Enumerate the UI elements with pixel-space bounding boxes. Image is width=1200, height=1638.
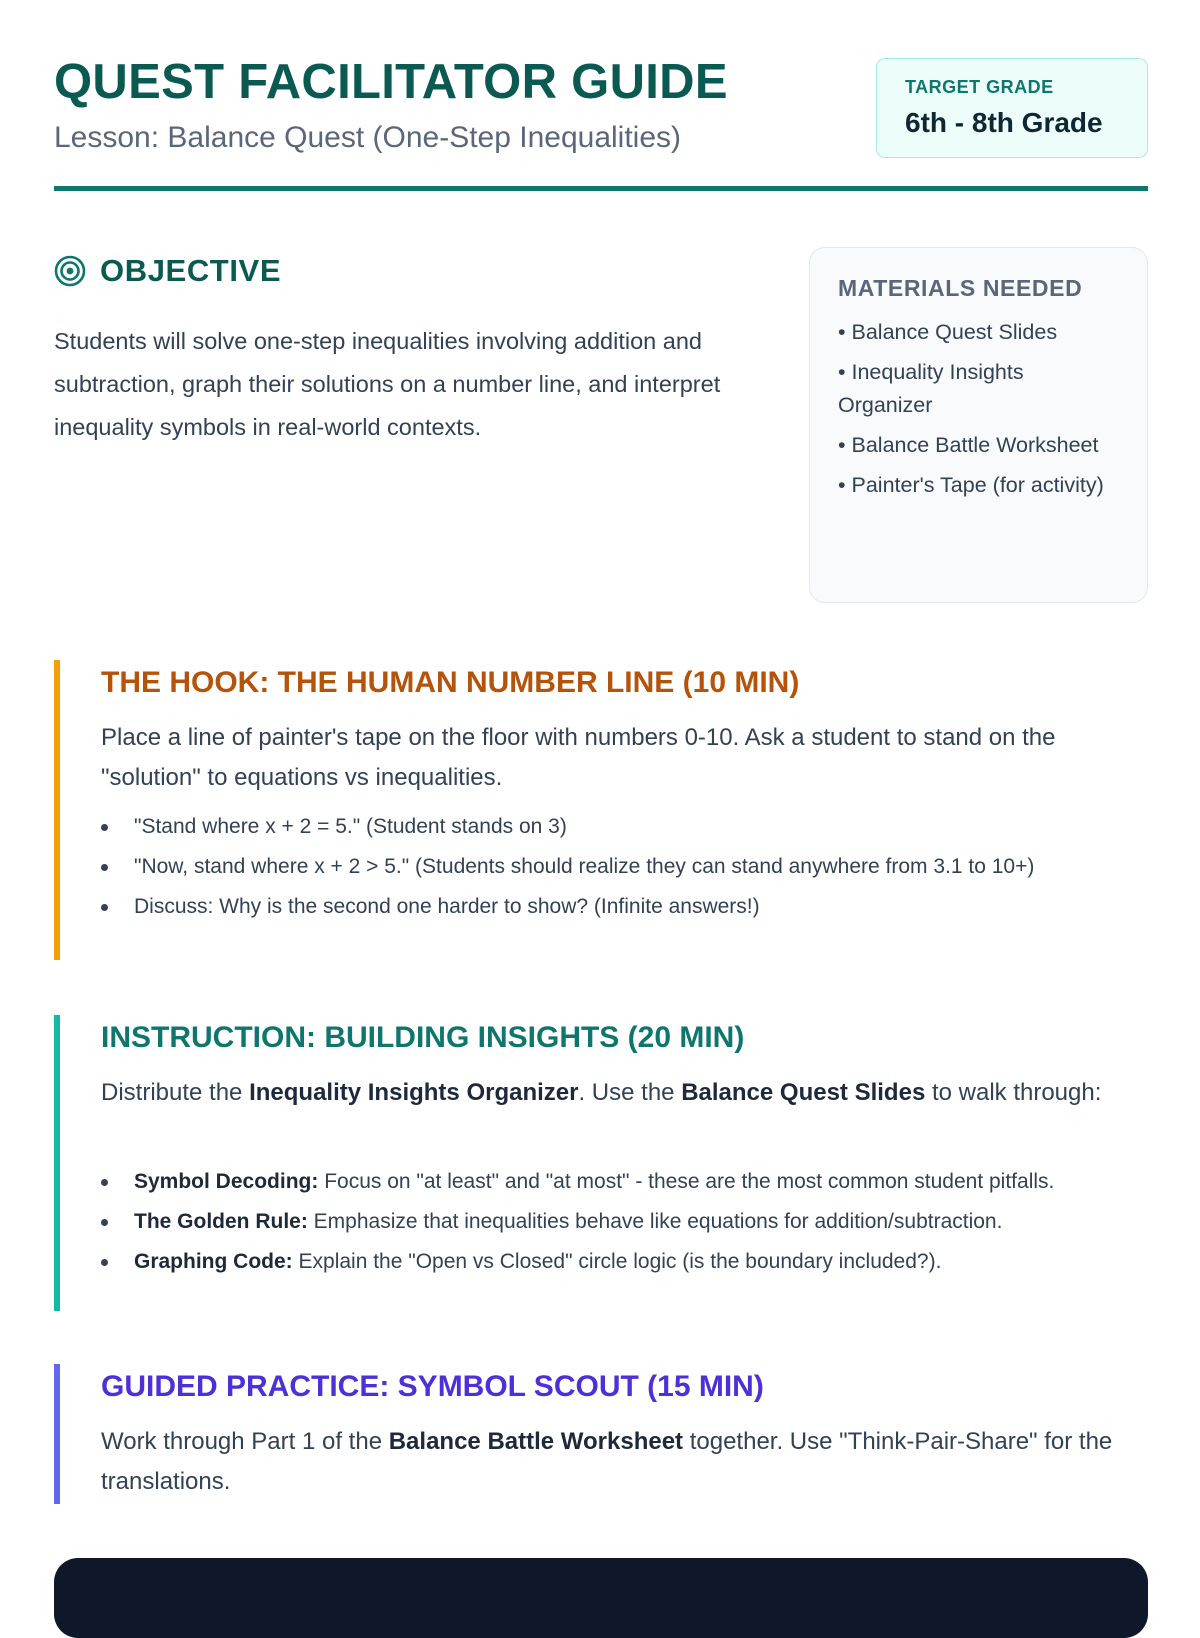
materials-list [838, 316, 1121, 502]
instruction-body-emphasis: Inequality Insights Organizer [249, 1079, 579, 1106]
materials-item: • Balance Battle Worksheet [838, 433, 1099, 457]
list-item-label: The Golden Rule: [134, 1210, 308, 1233]
list-item: Discuss: Why is the second one harder to show? (Infinite answers!) [101, 890, 1148, 923]
materials-card [809, 247, 1148, 603]
list-item: "Stand where x + 2 = 5." (Student stands on 3) [101, 810, 1148, 843]
hook-body: Place a line of painter's tape on the floor with numbers 0-10. Ask a student to stand on the "solution" to equations vs inequalities. [101, 724, 1056, 791]
instruction-section [54, 1015, 1148, 1311]
materials-title: MATERIALS NEEDED [838, 275, 1083, 301]
list-item [101, 1205, 1148, 1238]
instruction-accent-bar [54, 1015, 60, 1311]
target-grade-label: TARGET GRADE [905, 77, 1054, 97]
hook-title: THE HOOK: THE HUMAN NUMBER LINE (10 MIN) [101, 666, 800, 699]
objective-title: OBJECTIVE [100, 253, 282, 288]
hook-bullets [101, 810, 1148, 930]
lesson-subtitle: Lesson: Balance Quest (One-Step Inequalities) [54, 121, 682, 154]
instruction-body-emphasis: Balance Quest Slides [681, 1079, 926, 1106]
instruction-body-text: to walk through: [925, 1079, 1102, 1106]
header [54, 52, 1148, 190]
list-item-text: Emphasize that inequalities behave like equations for addition/subtraction. [307, 1210, 1003, 1233]
list-item-label: Graphing Code: [134, 1250, 293, 1273]
instruction-bullets [101, 1165, 1148, 1285]
hook-section [54, 660, 1148, 960]
materials-item: • Inequality Insights Organizer [838, 360, 1024, 417]
instruction-body-text: Distribute the [101, 1079, 250, 1106]
target-icon [54, 255, 86, 287]
next-section-panel [54, 1558, 1148, 1638]
objective-text: Students will solve one-step inequalities involving addition and subtraction, graph their solutions on a number line, and interpret inequality symbols in real-world contexts. [54, 328, 721, 440]
facilitator-guide-page [54, 0, 1148, 1600]
guided-body-text: together. Use "Think-Pair-Share" for the translations. [101, 1428, 1113, 1495]
guided-title: GUIDED PRACTICE: SYMBOL SCOUT (15 MIN) [101, 1370, 764, 1403]
objective-section [54, 250, 774, 440]
instruction-body-text: . Use the [578, 1079, 682, 1106]
target-grade-card [876, 58, 1148, 158]
guided-accent-bar [54, 1364, 60, 1504]
list-item: "Now, stand where x + 2 > 5." (Students should realize they can stand anywhere from 3.1 to 10+) [101, 850, 1148, 883]
instruction-body [101, 1073, 1146, 1113]
list-item [101, 1165, 1148, 1198]
list-item-text: Focus on "at least" and "at most" - these are the most common student pitfalls. [318, 1170, 1055, 1193]
target-grade-value: 6th - 8th Grade [905, 107, 1103, 138]
guided-body-text: Work through Part 1 of the [101, 1428, 389, 1455]
page-title: QUEST FACILITATOR GUIDE [54, 55, 728, 109]
instruction-title: INSTRUCTION: BUILDING INSIGHTS (20 MIN) [101, 1021, 745, 1054]
objective-heading [54, 250, 774, 292]
list-item-text: Explain the "Open vs Closed" circle logic (is the boundary included?). [292, 1250, 942, 1273]
materials-item: • Painter's Tape (for activity) [838, 473, 1104, 497]
header-divider [54, 186, 1148, 191]
list-item-label: Symbol Decoding: [134, 1170, 319, 1193]
hook-accent-bar [54, 660, 60, 960]
materials-item: • Balance Quest Slides [838, 320, 1058, 344]
guided-body-emphasis: Balance Battle Worksheet [388, 1428, 684, 1455]
list-item [101, 1245, 1148, 1278]
guided-body [101, 1422, 1146, 1502]
guided-practice-section [54, 1364, 1148, 1504]
